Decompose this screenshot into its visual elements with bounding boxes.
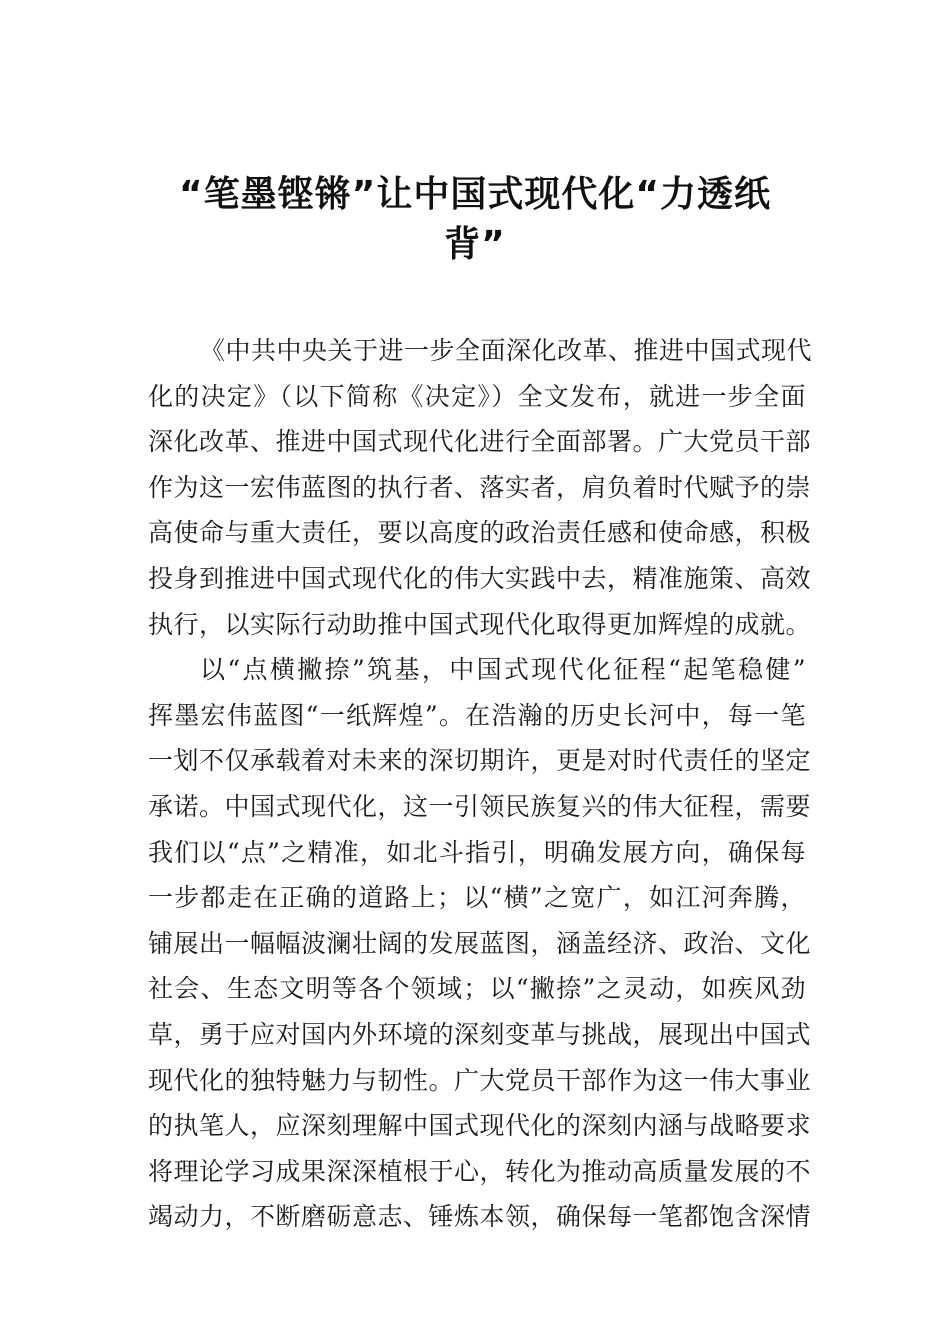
paragraph-line: 铺展出一幅幅波澜壮阔的发展蓝图，涵盖经济、政治、文化 [148, 928, 812, 958]
paragraph-line: 投身到推进中国式现代化的伟大实践中去，精准施策、高效 [148, 563, 812, 593]
paragraph-line: 现代化的独特魅力与韧性。广大党员干部作为这一伟大事业 [148, 1065, 812, 1095]
paragraph-line: 作为这一宏伟蓝图的执行者、落实者，肩负着时代赋予的崇 [148, 472, 812, 502]
paragraph-line: 一步都走在正确的道路上；以“横”之宽广，如江河奔腾， [148, 883, 806, 913]
document-body [148, 328, 813, 1240]
document-title [150, 170, 800, 270]
paragraph-line: 我们以“点”之精准，如北斗指引，明确发展方向，确保每 [148, 837, 806, 867]
paragraph-line: 的执笔人，应深刻理解中国式现代化的深刻内涵与战略要求 [148, 1111, 812, 1141]
paragraph-line: 一划不仅承载着对未来的深切期许，更是对时代责任的坚定 [148, 746, 812, 776]
paragraph-line: 高使命与重大责任，要以高度的政治责任感和使命感，积极 [148, 518, 812, 548]
paragraph-line: 将理论学习成果深深植根于心，转化为推动高质量发展的不 [148, 1156, 812, 1186]
title-line-2: 背” [444, 224, 506, 265]
paragraph-line: 挥墨宏伟蓝图“一纸辉煌”。在浩瀚的历史长河中，每一笔 [148, 700, 806, 730]
paragraph-line: 以“点横撇捺”筑基，中国式现代化征程“起笔稳健” [200, 655, 806, 685]
paragraph-line: 承诺。中国式现代化，这一引领民族复兴的伟大征程，需要 [148, 791, 812, 821]
paragraph-line: 《中共中央关于进一步全面深化改革、推进中国式现代 [200, 336, 813, 365]
title-line-1: “笔墨铿锵”让中国式现代化“力透纸 [179, 174, 771, 215]
paragraph-2 [148, 647, 812, 1240]
paragraph-line: 社会、生态文明等各个领域；以“撇捺”之灵动，如疾风劲 [148, 974, 806, 1004]
paragraph-line: 化的决定》（以下简称《决定》）全文发布，就进一步全面 [148, 381, 806, 411]
paragraph-line: 草，勇于应对国内外环境的深刻变革与挑战，展现出中国式 [148, 1019, 812, 1049]
paragraph-line: 竭动力，不断磨砺意志、锤炼本领，确保每一笔都饱含深情 [148, 1202, 812, 1232]
paragraph-line: 执行，以实际行动助推中国式现代化取得更加辉煌的成就。 [148, 609, 812, 639]
paragraph-1 [148, 328, 813, 647]
paragraph-line: 深化改革、推进中国式现代化进行全面部署。广大党员干部 [148, 427, 812, 457]
